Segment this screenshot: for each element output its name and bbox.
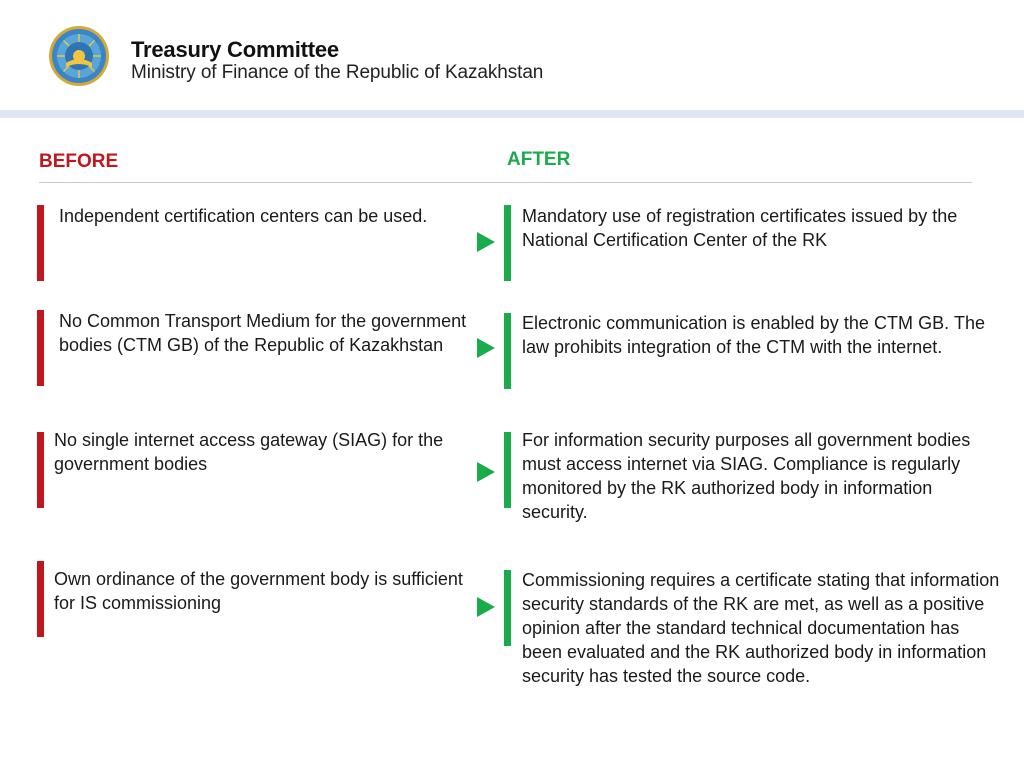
after-text-4: Commissioning requires a certificate stating that information security standards of the RK are met, as well as a positive opinion after the standard technical documentation has been evaluated and the RK authorized body in information security has tested the source code. [522, 570, 1000, 686]
arrow-right-icon [477, 462, 495, 482]
arrow-right-icon [477, 232, 495, 252]
after-text-1: Mandatory use of registration certificates issued by the National Certification Center of the RK [522, 206, 958, 250]
before-text-1: Independent certification centers can be used. [59, 206, 428, 226]
before-marker-bar [37, 432, 44, 508]
after-marker-bar [504, 570, 511, 646]
header-divider-band [0, 110, 1024, 118]
before-text-4: Own ordinance of the government body is sufficient for IS commissioning [54, 569, 463, 613]
header [0, 0, 1024, 110]
heading-rule [39, 182, 972, 183]
before-marker-bar [37, 205, 44, 281]
before-marker-bar [37, 561, 44, 637]
before-text-3: No single internet access gateway (SIAG) for the government bodies [54, 430, 444, 474]
after-text-2: Electronic communication is enabled by the CTM GB. The law prohibits integration of the CTM with the internet. [522, 313, 985, 357]
after-heading: AFTER [507, 149, 571, 170]
after-marker-bar [504, 432, 511, 508]
emblem-seal-icon [48, 25, 110, 87]
before-text-2: No Common Transport Medium for the government bodies (CTM GB) of the Republic of Kazakhstan [59, 311, 467, 355]
before-heading: BEFORE [39, 151, 119, 172]
after-text-3: For information security purposes all government bodies must access internet via SIAG. Compliance is regularly monitored by the RK authorized body in information security. [522, 430, 971, 522]
after-marker-bar [504, 313, 511, 389]
after-marker-bar [504, 205, 511, 281]
arrow-right-icon [477, 338, 495, 358]
org-subtitle: Ministry of Finance of the Republic of Kazakhstan [131, 62, 544, 83]
org-title: Treasury Committee [131, 37, 339, 62]
before-marker-bar [37, 310, 44, 386]
arrow-right-icon [477, 597, 495, 617]
